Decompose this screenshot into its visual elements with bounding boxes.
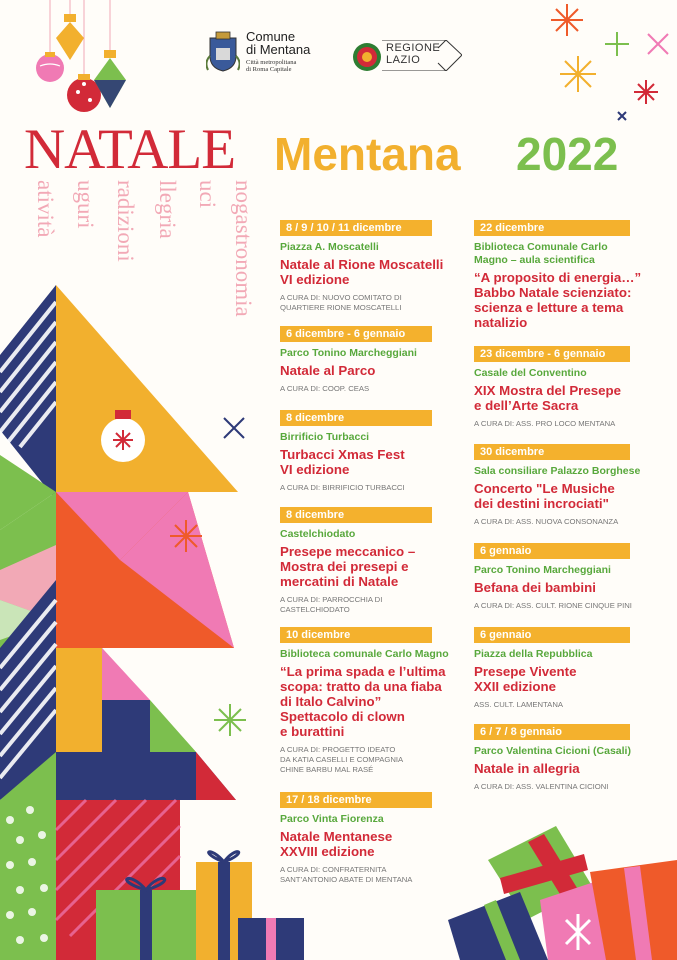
event-item [474, 218, 641, 330]
event-item [474, 722, 631, 792]
event-credit: A CURA DI: PARROCCHIA DI CASTELCHIODATO [280, 595, 383, 614]
event-title: Presepe Vivente XXII edizione [474, 664, 577, 694]
event-item [280, 408, 432, 493]
event-item [280, 218, 443, 313]
vertical-word-auguri: uguri [73, 180, 98, 229]
event-place: Biblioteca Comunale Carlo Magno – aula scientifica [474, 241, 608, 266]
event-title: Presepe meccanico – Mostra dei presepi e mercatini di Natale [280, 544, 416, 589]
event-credit: A CURA DI: BIRRIFICIO TURBACCI [280, 483, 405, 492]
event-title: Natale al Rione Moscatelli VI edizione [280, 257, 444, 287]
event-credit: A CURA DI: COOP. CEAS [280, 384, 370, 393]
event-title: “A proposito di energia…” Babbo Natale scienziato: scienza e letture a tema natalizio [474, 270, 642, 330]
event-title: XIX Mostra del Presepe e dell’Arte Sacra [474, 383, 622, 413]
vertical-word-allegria: llegria [155, 180, 180, 239]
event-date: 17 / 18 dicembre [280, 792, 432, 808]
event-item [474, 442, 640, 527]
event-title: Natale Mentanese XXVIII edizione [280, 829, 393, 859]
regione-lazio-emblem-icon [352, 42, 382, 72]
event-date: 6 dicembre - 6 gennaio [280, 326, 432, 342]
event-place: Casale del Conventino [474, 367, 587, 379]
vertical-word-luci: uci [195, 180, 220, 209]
title-year: 2022 [516, 128, 619, 180]
gifts-bottom-right [448, 826, 677, 960]
comune-name: Comune di Mentana [246, 29, 311, 57]
event-place: Parco Vinta Fiorenza [280, 813, 384, 825]
event-title: Natale in allegria [474, 761, 580, 776]
event-date: 8 dicembre [280, 410, 432, 426]
event-place: Biblioteca comunale Carlo Magno [280, 648, 449, 660]
event-credit: ASS. CULT. LAMENTANA [474, 700, 563, 709]
event-title: Natale al Parco [280, 363, 376, 378]
stars-top-right [551, 4, 668, 120]
event-place: Piazza A. Moscatelli [280, 241, 379, 253]
event-credit: A CURA DI: CONFRATERNITA SANT’ANTONIO ABATE DI MENTANA [280, 865, 413, 884]
event-credit: A CURA DI: ASS. VALENTINA CICIONI [474, 782, 609, 791]
event-item [474, 541, 632, 611]
event-title: Turbacci Xmas Fest VI edizione [280, 447, 405, 477]
event-item [280, 790, 432, 885]
event-item [280, 505, 432, 615]
comune-subtitle: Città metropolitana di Roma Capitale [246, 59, 297, 73]
title-natale: NATALE [24, 118, 236, 181]
event-item [474, 625, 630, 710]
event-place: Parco Valentina Cicioni (Casali) [474, 745, 631, 757]
comune-crest-icon [206, 30, 240, 72]
ornaments-group [36, 0, 126, 112]
event-date: 8 / 9 / 10 / 11 dicembre [280, 220, 432, 236]
event-date: 6 gennaio [474, 627, 630, 643]
event-credit: A CURA DI: ASS. NUOVA CONSONANZA [474, 517, 619, 526]
event-date: 23 dicembre - 6 gennaio [474, 346, 630, 362]
geometric-tree [0, 285, 238, 960]
event-place: Piazza della Repubblica [474, 648, 593, 660]
title-city: Mentana [274, 128, 461, 180]
event-credit: A CURA DI: NUOVO COMITATO DI QUARTIERE RIONE MOSCATELLI [280, 293, 402, 312]
header-logos [206, 30, 476, 80]
event-place: Parco Tonino Marcheggiani [280, 347, 417, 359]
event-date: 8 dicembre [280, 507, 432, 523]
vertical-word-attivita: atività [33, 180, 58, 238]
event-place: Sala consiliare Palazzo Borghese [474, 465, 641, 477]
event-item [280, 324, 432, 394]
event-date: 6 / 7 / 8 gennaio [474, 724, 630, 740]
event-place: Parco Tonino Marcheggiani [474, 564, 611, 576]
event-place: Birrificio Turbacci [280, 431, 370, 443]
vertical-word-tradizioni: radizioni [113, 180, 138, 262]
event-title: Concerto "Le Musiche dei destini incrociati" [474, 481, 615, 511]
event-title: “La prima spada e l’ultima scopa: tratto da una fiaba di Italo Calvino” Spettacolo di clown e burattini [280, 664, 446, 739]
event-date: 6 gennaio [474, 543, 630, 559]
event-item [474, 344, 630, 429]
vertical-word-gastronomia: nogastronomia [231, 180, 256, 317]
event-date: 30 dicembre [474, 444, 630, 460]
event-credit: A CURA DI: PROGETTO IDEATO DA KATIA CASELLI E COMPAGNIA CHINE BARBU MAL RASÉ [280, 745, 404, 774]
event-place: Castelchiodato [280, 528, 356, 540]
regione-lazio-name: REGIONE LAZIO [386, 42, 441, 66]
event-title: Befana dei bambini [474, 580, 596, 595]
event-credit: A CURA DI: ASS. PRO LOCO MENTANA [474, 419, 616, 428]
event-date: 10 dicembre [280, 627, 432, 643]
event-item [280, 625, 449, 775]
event-date: 22 dicembre [474, 220, 630, 236]
event-credit: A CURA DI: ASS. CULT. RIONE CINQUE PINI [474, 601, 632, 610]
